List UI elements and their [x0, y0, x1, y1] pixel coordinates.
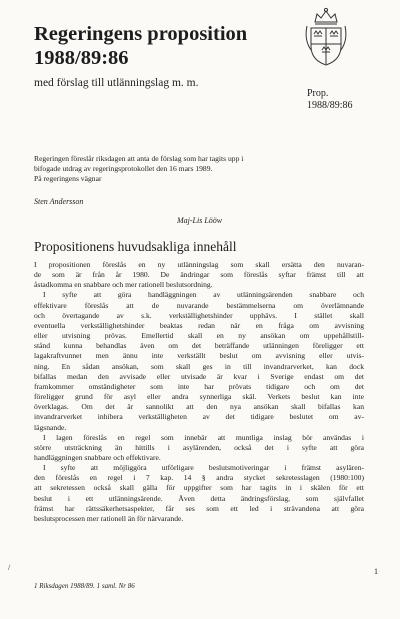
text-line: den föreslås en regel i 7 kap. 14 § andra stycket sekretesslagen (1980:100): [34, 473, 364, 483]
text-line: I propositionen föreslås en ny utlänningslag som skall ersätta den nuvaran-: [34, 260, 364, 269]
paragraph: [34, 463, 364, 524]
text-line: att sekretessen också skall gälla för uppgifter som har tagits in i skälen för ett: [34, 483, 364, 493]
swedish-coat-of-arms-icon: [303, 6, 349, 68]
text-line: eventuella verkställighetshinder beaktas redan när en fråga om avvisning: [34, 320, 364, 330]
document-subtitle: med förslag till utlänningslag m. m.: [34, 77, 199, 89]
text-line: föreligger grund för asyl eller andra synnerliga skäl. Verkets beslut kan inte: [34, 392, 364, 402]
section-body: [34, 260, 364, 524]
title-line-1: Regeringens proposition: [34, 23, 248, 45]
text-line: I lagen föreslås en regel som innebär att muntliga inslag bör användas i: [43, 432, 364, 442]
text-line: handläggningen snabbare och effektivare.: [34, 452, 161, 462]
text-line: beslut i ett utlänningsärende. Även detta ändringsförslag, som självfallet: [34, 493, 364, 503]
signature-second: Maj-Lis Lööw: [177, 216, 223, 225]
text-line: stånd kunna behandlas även om det beträffande utlänningen föreligger ett: [34, 341, 364, 351]
text-line: och övertagande av s.k. verkställighetshinder upphävs. I stället skall: [34, 310, 364, 320]
text-line: ning. En sådan ansökan, som skall ges in till invandrarverket, kan dock: [34, 361, 364, 371]
text-line: större utsträckning än hittills i asylärenden, också det i syfte att göra: [34, 442, 364, 452]
intro-line: bifogade utdrag av regeringsprotokollet den 16 mars 1989.: [34, 164, 213, 174]
paragraph: [34, 433, 364, 463]
margin-mark-right: 1: [374, 567, 378, 576]
intro-line: Regeringen föreslår riksdagen att anta de förslag som har tagits upp i: [34, 154, 244, 163]
text-line: eller utvisning prövas. Emellertid skall en ny ansökan om uppehållstill-: [34, 331, 364, 341]
margin-mark-left: /: [8, 563, 11, 572]
document-title: [34, 22, 247, 70]
text-line: de som är från år 1980. De ändringar som föreslås syftar främst till att: [34, 270, 364, 280]
text-line: effektivare föreslås att de nuvarande bestämmelserna om överlämnande: [34, 300, 364, 310]
paragraph: [34, 290, 364, 432]
page-footer: 1 Riksdagen 1988/89. 1 saml. Nr 86: [34, 582, 135, 590]
text-line: överklagas. Om det är sannolikt att den nya ansökan skall bifallas kan: [34, 402, 364, 412]
section-heading: Propositionens huvudsakliga innehåll: [34, 239, 237, 254]
prop-label: Prop.: [307, 88, 329, 99]
intro-line: På regeringens vägnar: [34, 174, 102, 184]
text-line: framkommer omständigheter som inte har prövats tidigare och om det: [34, 381, 364, 391]
text-line: lagakraftvunnet men ännu inte verkställt beslut om avvisning eller utvis-: [34, 351, 364, 361]
paragraph: [34, 260, 364, 290]
title-line-2: 1988/89:86: [34, 47, 129, 69]
text-line: lägsnande.: [34, 422, 67, 432]
text-line: I syfte att göra handläggningen av utlänningsärenden snabbare och: [43, 290, 364, 300]
intro-block: [34, 154, 364, 185]
text-line: beslutsprocessen mer rationell än för närvarande.: [34, 513, 184, 523]
text-line: främst har rättssäkerhetsaspekter, får ses som ett led i strävandena att göra: [34, 503, 364, 513]
text-line: invandrarverket inhibera verkställigheten av det tidigare beslutet om av-: [34, 412, 364, 422]
prop-number: 1988/89:86: [307, 100, 353, 111]
signature-first: Sten Andersson: [34, 197, 84, 206]
text-line: I syfte att möjliggöra utförligare beslutsmotiveringar i främst asylären-: [43, 463, 364, 473]
text-line: åstadkomma en snabbare och mer rationell beslutsordning.: [34, 280, 213, 290]
text-line: bifallas medan den avvisade eller utvisade är kvar i Sverige endast om det: [34, 371, 364, 381]
proposition-reference: [307, 88, 387, 112]
